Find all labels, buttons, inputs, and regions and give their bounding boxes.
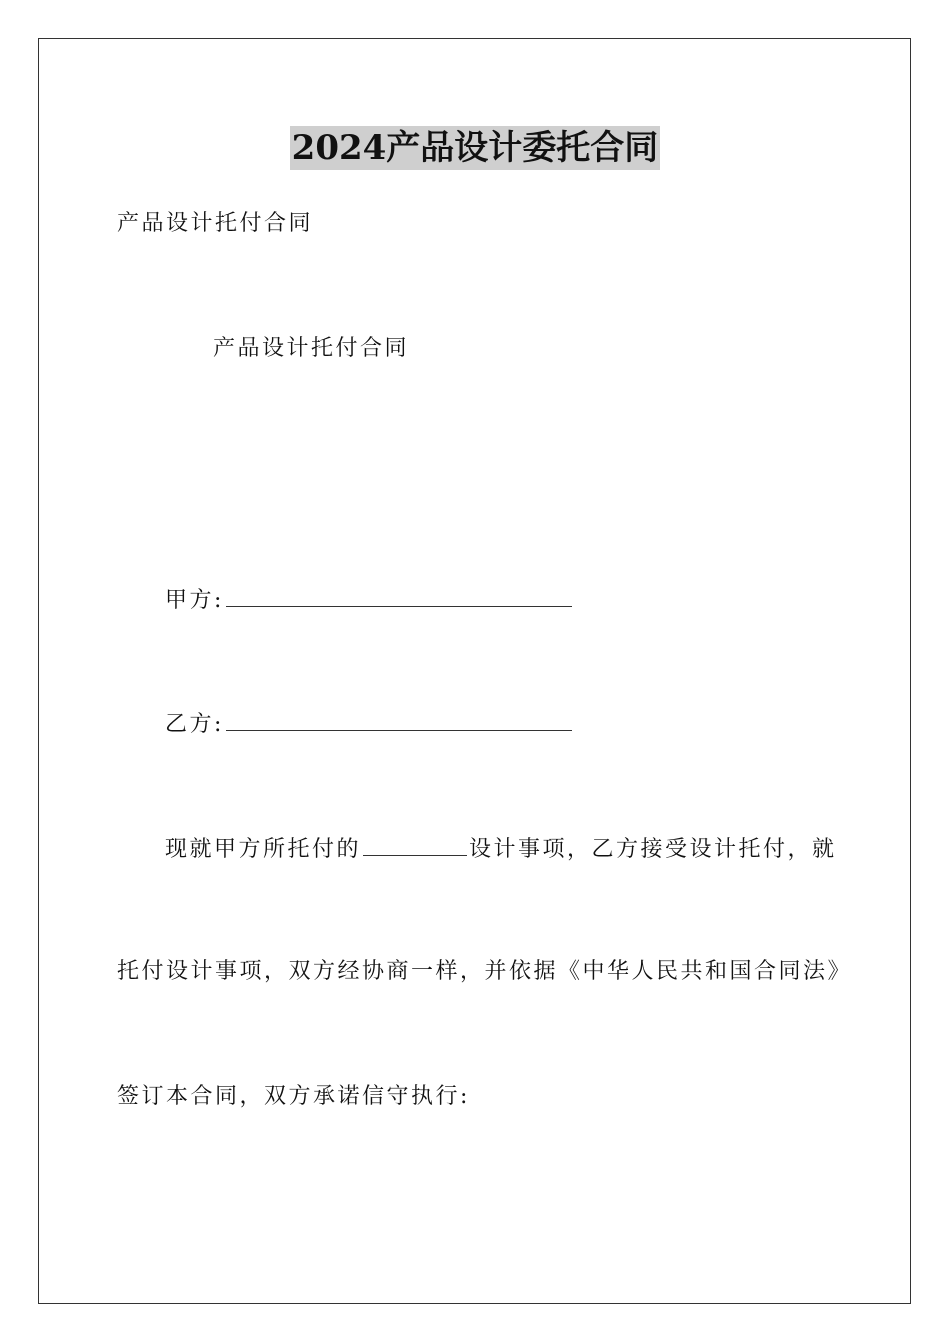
party-b-line bbox=[165, 708, 574, 740]
design-item-blank[interactable] bbox=[363, 833, 467, 856]
paragraph-3: 签订本合同，双方承诺信守执行: bbox=[117, 1084, 470, 1109]
title-container bbox=[0, 126, 950, 170]
party-b-blank[interactable] bbox=[226, 708, 572, 731]
subtitle-indented: 产品设计托付合同 bbox=[213, 336, 410, 361]
subtitle-left: 产品设计托付合同 bbox=[117, 211, 314, 236]
paragraph-1 bbox=[165, 833, 837, 865]
party-b-label: 乙方: bbox=[165, 712, 224, 737]
party-a-line bbox=[165, 584, 574, 616]
paragraph-1-start: 现就甲方所托付的 bbox=[165, 837, 362, 862]
paragraph-1-end: 设计事项，乙方接受设计托付，就 bbox=[469, 837, 837, 862]
party-a-blank[interactable] bbox=[226, 584, 572, 607]
document-title: 2024产品设计委托合同 bbox=[291, 128, 659, 168]
party-a-label: 甲方: bbox=[165, 588, 224, 613]
paragraph-2: 托付设计事项，双方经协商一样，并依据《中华人民共和国合同法》 bbox=[117, 959, 853, 984]
